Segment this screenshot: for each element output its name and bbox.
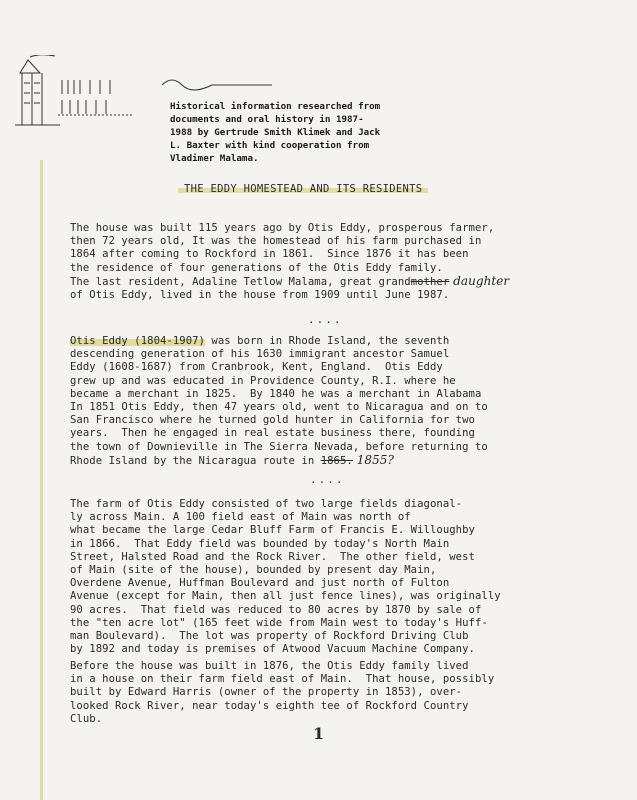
text-line: looked Rock River, near today's eighth tee of Rockford Country (70, 699, 469, 712)
text-line (70, 335, 590, 348)
page-number: 1 (313, 724, 325, 743)
note-line: L. Baxter with kind cooperation from (170, 140, 370, 151)
text-line: years. Then he engaged in real estate business there, founding (70, 427, 475, 440)
paragraph-otis-eddy (70, 335, 590, 468)
text-line: The farm of Otis Eddy consisted of two large fields diagonal- (70, 498, 463, 510)
struck-text: 1865. (320, 454, 353, 467)
text-line: the "ten acre lot" (165 feet wide from Main west to today's Huff- (70, 616, 488, 629)
note-line: Vladimer Malama. (170, 153, 259, 164)
text-line (70, 454, 590, 468)
text-line: The house was built 115 years ago by Otis Eddy, prosperous farmer, (70, 222, 495, 234)
section-separator: .... (308, 313, 343, 326)
house-sketch-logo (10, 55, 140, 135)
text-line: of Otis Eddy, lived in the house from 1909 until June 1987. (70, 289, 450, 302)
text-line: in a house on their farm field east of Main. That house, possibly (70, 673, 495, 686)
text-line: built by Edward Harris (owner of the property in 1853), over- (70, 686, 463, 699)
note-line: Historical information researched from (170, 101, 381, 112)
handwritten-correction: 1855? (352, 452, 394, 467)
text-line: In 1851 Otis Eddy, then 47 years old, went to Nicaragua and on to (70, 401, 488, 414)
text-line: ly across Main. A 100 field east of Main was north of (70, 511, 411, 524)
handwritten-correction: daughter (449, 273, 510, 288)
document-title: THE EDDY HOMESTEAD AND ITS RESIDENTS (178, 183, 428, 195)
note-line: documents and oral history in 1987- (170, 114, 364, 125)
highlighted-name: Otis Eddy (1804-1907) (70, 335, 205, 347)
text-fragment: was born in Rhode Island, the seventh (205, 335, 450, 347)
text-line: man Boulevard). The lot was property of Rockford Driving Club (70, 630, 469, 643)
research-credit-note (170, 100, 415, 165)
text-line: 1864 after coming to Rockford in 1861. Since 1876 it has been (70, 248, 469, 261)
text-line: in 1866. That Eddy field was bounded by today's North Main (70, 537, 450, 550)
text-line: then 72 years old, It was the homestead of his farm purchased in (70, 235, 482, 248)
text-line: Before the house was built in 1876, the Otis Eddy family lived (70, 660, 469, 672)
text-line: San Francisco where he turned gold hunter in California for two (70, 414, 475, 427)
text-line: what became the large Cedar Bluff Farm of Francis E. Willoughby (70, 524, 475, 537)
text-line: the town of Downieville in The Sierra Nevada, before returning to (70, 440, 488, 453)
signature-squiggle (160, 70, 290, 95)
paragraph-before-house (70, 660, 590, 726)
text-line: Overdene Avenue, Huffman Boulevard and just north of Fulton (70, 577, 450, 590)
text-line: by 1892 and today is premises of Atwood Vacuum Machine Company. (70, 643, 475, 656)
text-line: became a merchant in 1825. By 1840 he was a merchant in Alabama (70, 387, 482, 400)
text-line: Street, Halsted Road and the Rock River. The other field, west (70, 550, 475, 563)
text-line (70, 275, 590, 289)
text-fragment: Rhode Island by the Nicaragua route in (70, 454, 321, 467)
margin-highlight-line (40, 160, 43, 800)
text-line: of Main (site of the house), bounded by present day Main, (70, 564, 437, 577)
text-fragment: The last resident, Adaline Tetlow Malama, great grand (70, 275, 411, 288)
text-line: Eddy (1608-1687) from Cranbrook, Kent, England. Otis Eddy (70, 361, 443, 374)
text-line: Avenue (except for Main, then all just fence lines), was originally (70, 590, 501, 603)
text-line: 90 acres. That field was reduced to 80 acres by 1870 by sale of (70, 603, 482, 616)
note-line: 1988 by Gertrude Smith Klimek and Jack (170, 127, 381, 138)
text-line: the residence of four generations of the Otis Eddy family. (70, 261, 443, 274)
section-separator: .... (310, 473, 345, 486)
paragraph-farm (70, 498, 590, 656)
paragraph-intro (70, 222, 590, 302)
text-line: Club. (70, 712, 103, 725)
text-line: grew up and was educated in Providence County, R.I. where he (70, 374, 456, 387)
struck-text: mother (410, 275, 450, 288)
text-line: descending generation of his 1630 immigrant ancestor Samuel (70, 348, 450, 361)
